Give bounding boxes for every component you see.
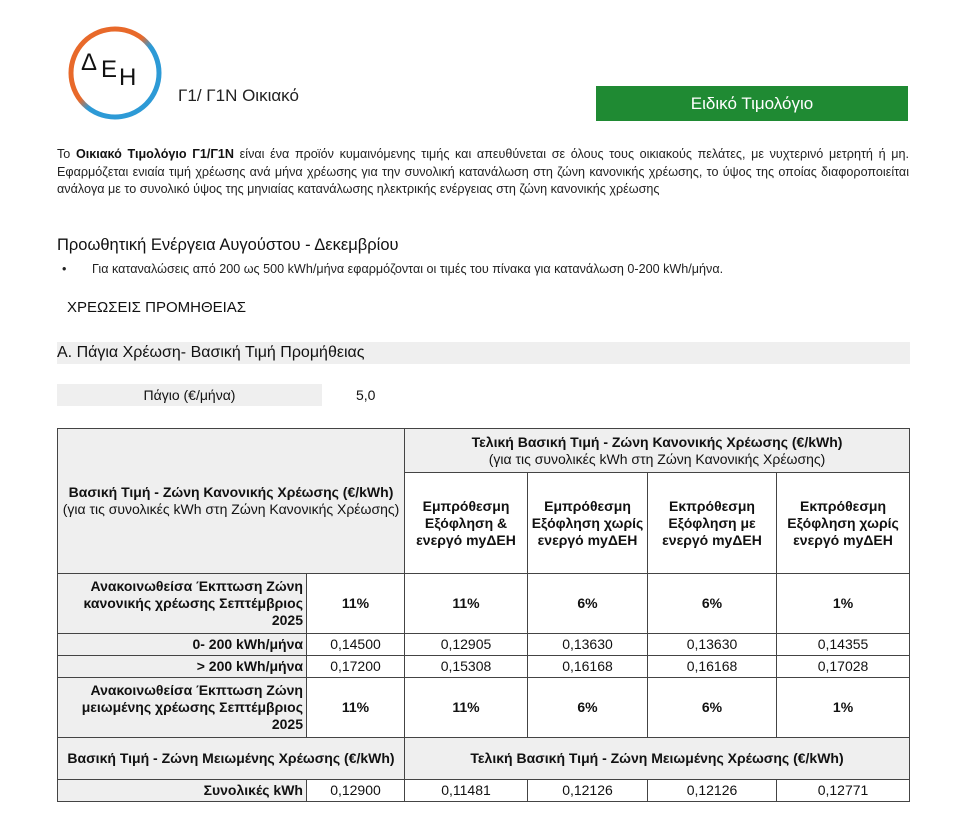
base-price-header: Βασική Τιμή - Ζώνη Κανονικής Χρέωσης (€/kWh) (για τις συνολικές kWh στη Ζώνη Κανονικής Χρέωσης) <box>58 429 405 574</box>
fixed-charge-value: 5,0 <box>356 387 376 403</box>
discount-normal-value: 1% <box>777 574 910 634</box>
reduced-value: 0,12126 <box>528 780 648 802</box>
col-header-ontime-inactive: Εμπρόθεσμη Εξόφληση χωρίς ενεργό myΔΕΗ <box>528 473 648 574</box>
col-header-late-inactive: Εκπρόθεσμη Εξόφληση χωρίς ενεργό myΔΕΗ <box>777 473 910 574</box>
section-a-title: Α. Πάγια Χρέωση- Βασική Τιμή Προμήθειας <box>57 342 910 364</box>
discount-normal-label: Ανακοινωθείσα Έκπτωση Ζώνη κανονικής χρέωσης Σεπτέμβριος 2025 <box>58 574 307 634</box>
discount-normal-base: 11% <box>307 574 405 634</box>
logo-epsilon: Ε <box>101 56 118 83</box>
tier1-value: 0,12905 <box>405 634 528 656</box>
reduced-label: Συνολικές kWh <box>58 780 307 802</box>
charges-title: ΧΡΕΩΣΕΙΣ ΠΡΟΜΗΘΕΙΑΣ <box>67 299 247 316</box>
discount-reduced-value: 6% <box>648 678 777 738</box>
tariff-badge: Ειδικό Τιμολόγιο <box>596 86 908 121</box>
fixed-charge-label: Πάγιο (€/μήνα) <box>57 384 322 406</box>
logo-delta: Δ <box>81 49 98 76</box>
product-name: Γ1/ Γ1Ν Οικιακό <box>178 86 299 105</box>
reduced-value: 0,12771 <box>777 780 910 802</box>
discount-reduced-value: 11% <box>405 678 528 738</box>
price-table <box>57 428 910 802</box>
intro-bold: Οικιακό Τιμολόγιο Γ1/Γ1Ν <box>75 147 234 161</box>
col-header-ontime-active: Εμπρόθεσμη Εξόφληση & ενεργό myΔΕΗ <box>405 473 528 574</box>
discount-reduced-value: 1% <box>777 678 910 738</box>
discount-reduced-label: Ανακοινωθείσα Έκπτωση Ζώνη μειωμένης χρέωσης Σεπτέμβριος 2025 <box>58 678 307 738</box>
logo-eta: Η <box>119 64 137 91</box>
tier2-value: 0,16168 <box>528 656 648 678</box>
tier2-base: 0,17200 <box>307 656 405 678</box>
tier2-label: > 200 kWh/μήνα <box>58 656 307 678</box>
reduced-value: 0,12126 <box>648 780 777 802</box>
tier1-value: 0,13630 <box>648 634 777 656</box>
final-price-header: Τελική Βασική Τιμή - Ζώνη Κανονικής Χρέωσης (€/kWh) (για τις συνολικές kWh στη Ζώνη Κανονικής Χρέωσης) <box>405 429 910 473</box>
tier2-value: 0,17028 <box>777 656 910 678</box>
tier2-value: 0,15308 <box>405 656 528 678</box>
bullet-dot-icon: • <box>62 262 67 276</box>
tier1-base: 0,14500 <box>307 634 405 656</box>
reduced-value: 0,11481 <box>405 780 528 802</box>
reduced-base-header: Βασική Τιμή - Ζώνη Μειωμένης Χρέωσης (€/kWh) <box>58 738 405 780</box>
col-header-late-active: Εκπρόθεσμη Εξόφληση με ενεργό myΔΕΗ <box>648 473 777 574</box>
tier1-value: 0,13630 <box>528 634 648 656</box>
intro-paragraph: Το Οικιακό Τιμολόγιο Γ1/Γ1Ν είναι ένα προϊόν κυμαινόμενης τιμής και απευθύνεται σε όλους τους οικιακούς πελάτες, με νυχτερινό μετρητή ή μη. Εφαρμόζεται ενιαία τιμή χρέωσης ανά μήνα χρέωσης για την συνολική κατανάλωση στη ζώνη κανονικής χρέωσης, το ύψος της οποίας διαφοροποιείται ανάλογα με το συνολικό ύψος της μηνιαίας κατανάλωσης ηλεκτρικής ενέργειας στη ζώνη κανονικής χρέωσης <box>57 147 910 196</box>
tier2-value: 0,16168 <box>648 656 777 678</box>
dei-logo <box>67 25 163 121</box>
reduced-base: 0,12900 <box>307 780 405 802</box>
discount-reduced-value: 6% <box>528 678 648 738</box>
discount-normal-value: 6% <box>528 574 648 634</box>
discount-reduced-base: 11% <box>307 678 405 738</box>
reduced-final-header: Τελική Βασική Τιμή - Ζώνη Μειωμένης Χρέωσης (€/kWh) <box>405 738 910 780</box>
promo-bullet: • Για καταναλώσεις από 200 ως 500 kWh/μήνα εφαρμόζονται οι τιμές του πίνακα για κατανάλωση 0-200 kWh/μήνα. <box>62 262 724 276</box>
tier1-label: 0- 200 kWh/μήνα <box>58 634 307 656</box>
discount-normal-value: 11% <box>405 574 528 634</box>
promo-title: Προωθητική Ενέργεια Αυγούστου - Δεκεμβρίου <box>57 236 399 254</box>
tier1-value: 0,14355 <box>777 634 910 656</box>
discount-normal-value: 6% <box>648 574 777 634</box>
